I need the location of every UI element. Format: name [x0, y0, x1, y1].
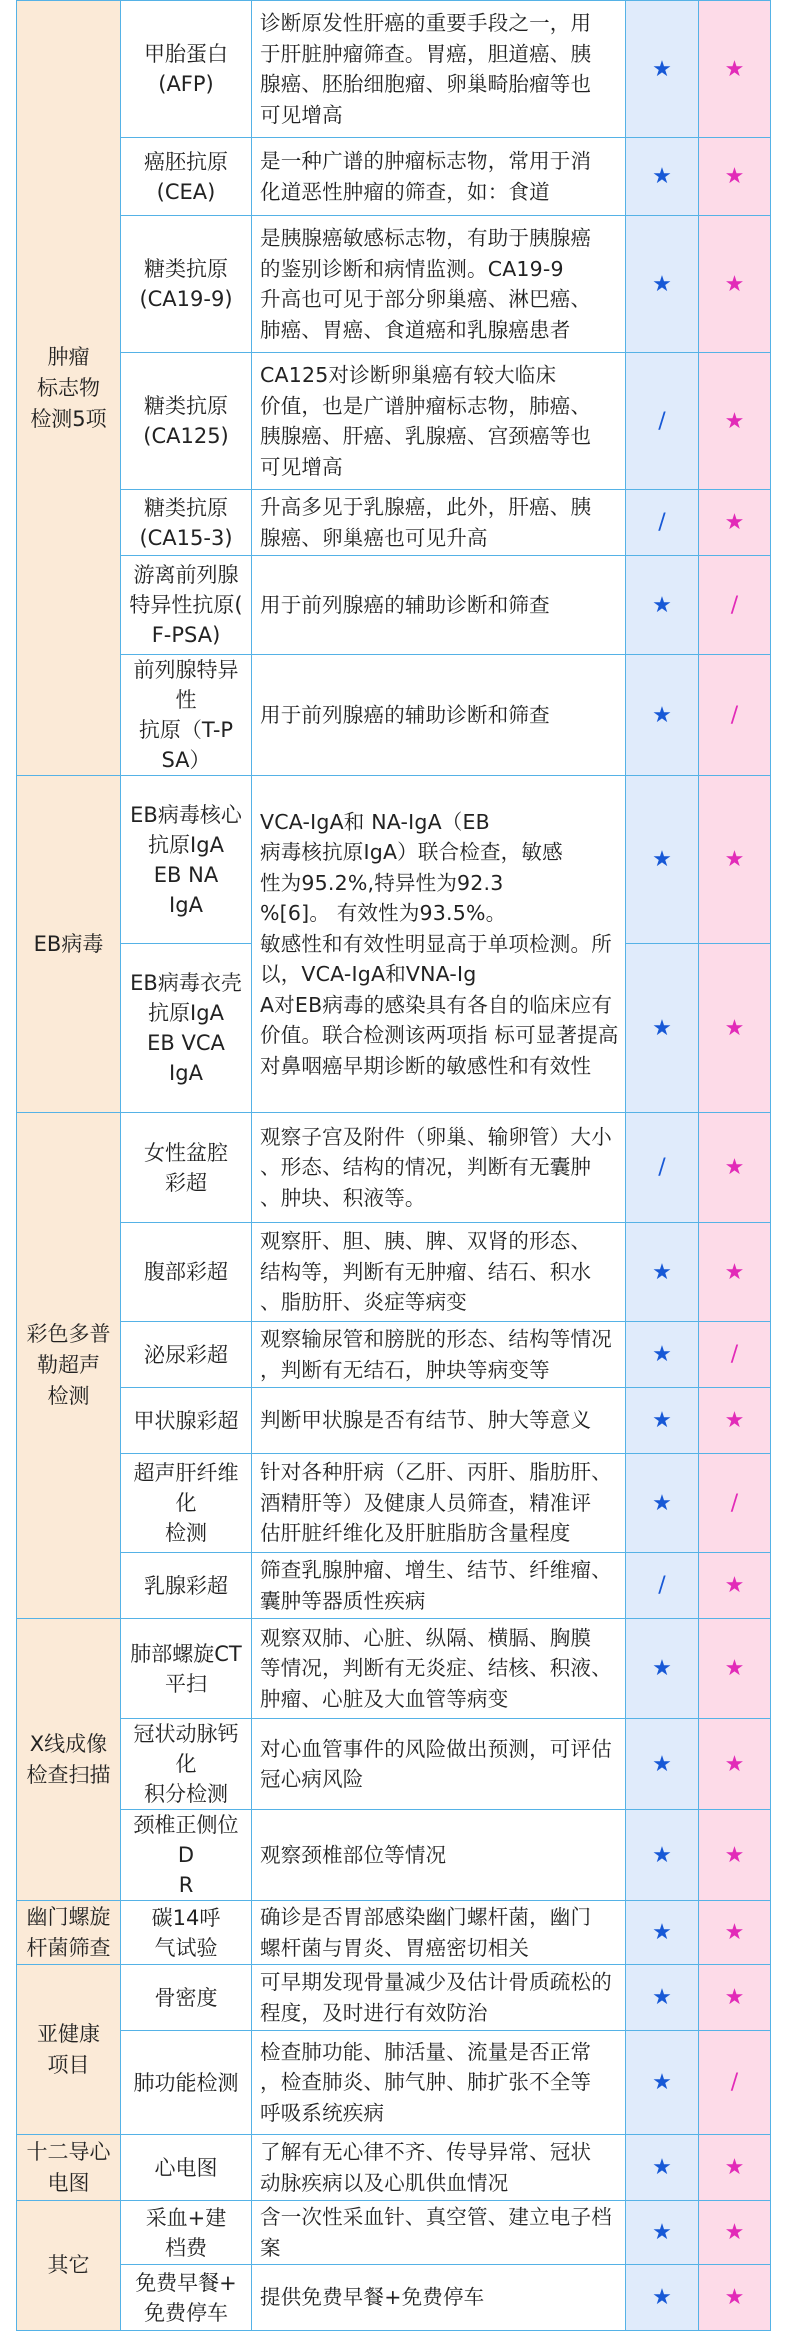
description-text: 了解有无心律不齐、传导异常、冠状 动脉疾病以及心肌供血情况	[260, 2140, 591, 2195]
description-text: 是一种广谱的肿瘤标志物，常用于消 化道恶性肿瘤的筛查，如：食道	[260, 149, 591, 204]
package-a-cell	[626, 1322, 699, 1388]
star-icon: ★	[725, 57, 745, 82]
package-a-cell	[626, 1454, 699, 1553]
slash-mark: /	[658, 1573, 665, 1598]
description-cell	[252, 138, 626, 216]
package-b-cell	[699, 1965, 771, 2031]
slash-mark: /	[731, 2070, 738, 2095]
package-b-cell	[699, 655, 771, 776]
empty-cell	[771, 1553, 791, 1619]
category-cell	[17, 2201, 121, 2331]
item-name: 癌胚抗原 (CEA)	[144, 150, 228, 204]
description-text: 用于前列腺癌的辅助诊断和筛查	[260, 593, 550, 617]
package-a-cell	[626, 1901, 699, 1965]
package-b-cell	[699, 1113, 771, 1223]
package-b-cell	[699, 1901, 771, 1965]
description-cell	[252, 1810, 626, 1901]
table-row	[17, 138, 791, 216]
item-cell	[121, 1810, 252, 1901]
item-cell	[121, 1322, 252, 1388]
item-cell	[121, 655, 252, 776]
table-row	[17, 1810, 791, 1901]
empty-cell	[771, 490, 791, 556]
description-text: 观察子宫及附件（卵巢、输卵管）大小 、形态、结构的情况，判断有无囊肿 、肿块、积液等。	[260, 1125, 612, 1210]
star-icon: ★	[725, 1408, 745, 1433]
package-a-cell	[626, 2201, 699, 2265]
package-a-cell	[626, 490, 699, 556]
category-label: 彩色多普 勒超声 检测	[27, 1322, 111, 1408]
empty-cell	[771, 1454, 791, 1553]
category-label: 亚健康 项目	[37, 2022, 100, 2077]
description-text: 升高多见于乳腺癌，此外，肝癌、胰 腺癌、卵巢癌也可见升高	[260, 495, 591, 550]
package-b-cell	[699, 216, 771, 353]
item-name: 免费早餐+ 免费停车	[135, 2271, 237, 2325]
item-cell	[121, 1719, 252, 1810]
package-a-cell	[626, 1810, 699, 1901]
table-row	[17, 2201, 791, 2265]
package-a-cell	[626, 1223, 699, 1322]
package-b-cell	[699, 1223, 771, 1322]
star-icon: ★	[652, 1342, 672, 1367]
empty-cell	[771, 556, 791, 655]
empty-cell	[771, 1388, 791, 1454]
description-cell	[252, 2201, 626, 2265]
description-text: 用于前列腺癌的辅助诊断和筛查	[260, 703, 550, 727]
item-cell	[121, 1113, 252, 1223]
package-a-cell	[626, 1965, 699, 2031]
star-icon: ★	[725, 1656, 745, 1681]
item-cell	[121, 556, 252, 655]
star-icon: ★	[652, 272, 672, 297]
item-name: 超声肝纤维化 检测	[134, 1461, 239, 1545]
item-cell	[121, 2031, 252, 2135]
item-cell	[121, 138, 252, 216]
empty-cell	[771, 1, 791, 138]
star-icon: ★	[725, 2155, 745, 2180]
item-cell	[121, 2265, 252, 2331]
item-cell	[121, 1965, 252, 2031]
package-b-cell	[699, 353, 771, 490]
package-a-cell	[626, 1553, 699, 1619]
item-name: 肺功能检测	[134, 2071, 239, 2095]
item-cell	[121, 1223, 252, 1322]
package-b-cell	[699, 1719, 771, 1810]
item-cell	[121, 2135, 252, 2201]
empty-cell	[771, 1901, 791, 1965]
description-cell	[252, 556, 626, 655]
item-name: 甲胎蛋白 (AFP)	[144, 42, 228, 96]
package-a-cell	[626, 138, 699, 216]
package-a-cell	[626, 1113, 699, 1223]
slash-mark: /	[731, 593, 738, 618]
package-b-cell	[699, 138, 771, 216]
package-a-cell	[626, 1619, 699, 1719]
description-cell	[252, 1113, 626, 1223]
item-name: 心电图	[155, 2156, 218, 2180]
category-label: 十二导心 电图	[27, 2140, 111, 2195]
table-row	[17, 2135, 791, 2201]
star-icon: ★	[652, 847, 672, 872]
description-cell	[252, 1223, 626, 1322]
empty-cell	[771, 1113, 791, 1223]
package-a-cell	[626, 1719, 699, 1810]
item-name: 骨密度	[155, 1986, 218, 2010]
item-cell	[121, 1388, 252, 1454]
empty-cell	[771, 138, 791, 216]
star-icon: ★	[725, 1155, 745, 1180]
item-name: 采血+建 档费	[146, 2206, 227, 2260]
description-cell	[252, 490, 626, 556]
star-icon: ★	[652, 1920, 672, 1945]
description-text: 观察双肺、心脏、纵隔、横膈、胸膜 等情况，判断有无炎症、结核、积液、 肿瘤、心脏及大血管等病变	[260, 1626, 612, 1711]
table-row	[17, 1388, 791, 1454]
checkup-package-table	[16, 0, 791, 2331]
item-cell	[121, 353, 252, 490]
package-b-cell	[699, 776, 771, 944]
category-cell	[17, 776, 121, 1113]
item-name: 颈椎正侧位D R	[134, 1813, 239, 1897]
item-cell	[121, 1553, 252, 1619]
description-cell	[252, 2031, 626, 2135]
star-icon: ★	[652, 2155, 672, 2180]
star-icon: ★	[725, 2220, 745, 2245]
star-icon: ★	[725, 1843, 745, 1868]
package-b-cell	[699, 2031, 771, 2135]
package-b-cell	[699, 2265, 771, 2331]
category-label: 幽门螺旋 杆菌筛查	[27, 1905, 111, 1960]
star-icon: ★	[652, 2285, 672, 2310]
empty-cell	[771, 776, 791, 944]
description-cell	[252, 1553, 626, 1619]
category-label: EB病毒	[34, 932, 104, 956]
package-a-cell	[626, 655, 699, 776]
package-b-cell	[699, 1454, 771, 1553]
description-cell	[252, 655, 626, 776]
star-icon: ★	[652, 703, 672, 728]
description-text: 含一次性采血针、真空管、建立电子档 案	[260, 2205, 612, 2260]
star-icon: ★	[652, 1656, 672, 1681]
package-b-cell	[699, 490, 771, 556]
table-row	[17, 556, 791, 655]
table-row	[17, 216, 791, 353]
description-cell	[252, 2135, 626, 2201]
category-cell	[17, 1619, 121, 1901]
star-icon: ★	[725, 272, 745, 297]
table-row	[17, 1553, 791, 1619]
description-text: 检查肺功能、肺活量、流量是否正常 ，检查肺炎、肺气肿、肺扩张不全等 呼吸系统疾病	[260, 2040, 591, 2125]
item-name: 泌尿彩超	[144, 1343, 228, 1367]
item-name: 糖类抗原 (CA19-9)	[139, 257, 232, 311]
star-icon: ★	[652, 164, 672, 189]
package-a-cell	[626, 1388, 699, 1454]
star-icon: ★	[725, 1573, 745, 1598]
description-cell	[252, 2265, 626, 2331]
description-cell	[252, 1619, 626, 1719]
category-label: 其它	[48, 2253, 90, 2277]
package-b-cell	[699, 1553, 771, 1619]
empty-cell	[771, 1965, 791, 2031]
slash-mark: /	[658, 1155, 665, 1180]
slash-mark: /	[731, 1491, 738, 1516]
table-row	[17, 2031, 791, 2135]
slash-mark: /	[731, 1342, 738, 1367]
description-text: 对心血管事件的风险做出预测，可评估 冠心病风险	[260, 1737, 612, 1792]
table-row	[17, 1719, 791, 1810]
star-icon: ★	[725, 164, 745, 189]
table-row	[17, 1454, 791, 1553]
table-row	[17, 1223, 791, 1322]
package-a-cell	[626, 1, 699, 138]
description-text: 观察肝、胆、胰、脾、双肾的形态、 结构等，判断有无肿瘤、结石、积水 、脂肪肝、炎症等病变	[260, 1229, 591, 1314]
description-text: 确诊是否胃部感染幽门螺杆菌，幽门 螺杆菌与胃炎、胃癌密切相关	[260, 1905, 591, 1960]
package-b-cell	[699, 944, 771, 1113]
description-cell	[252, 216, 626, 353]
description-text: 观察颈椎部位等情况	[260, 1843, 446, 1867]
empty-cell	[771, 1223, 791, 1322]
table-row	[17, 1619, 791, 1719]
category-label: 肿瘤 标志物 检测5项	[30, 345, 106, 431]
package-a-cell	[626, 776, 699, 944]
description-cell	[252, 353, 626, 490]
table-row	[17, 655, 791, 776]
empty-cell	[771, 1719, 791, 1810]
star-icon: ★	[725, 1920, 745, 1945]
item-name: 腹部彩超	[144, 1260, 228, 1284]
item-cell	[121, 1901, 252, 1965]
empty-cell	[771, 1810, 791, 1901]
item-cell	[121, 1619, 252, 1719]
package-a-cell	[626, 2265, 699, 2331]
item-name: 碳14呼 气试验	[152, 1906, 221, 1960]
table-row	[17, 1965, 791, 2031]
table-row	[17, 490, 791, 556]
empty-cell	[771, 2265, 791, 2331]
description-text: 提供免费早餐+免费停车	[260, 2285, 484, 2309]
category-cell	[17, 1965, 121, 2135]
package-b-cell	[699, 1, 771, 138]
star-icon: ★	[652, 1408, 672, 1433]
slash-mark: /	[731, 703, 738, 728]
empty-cell	[771, 2135, 791, 2201]
star-icon: ★	[725, 1016, 745, 1041]
table-row	[17, 1113, 791, 1223]
star-icon: ★	[652, 593, 672, 618]
description-text: 筛查乳腺肿瘤、增生、结节、纤维瘤、 囊肿等器质性疾病	[260, 1558, 612, 1613]
package-a-cell	[626, 353, 699, 490]
empty-cell	[771, 1619, 791, 1719]
description-text: 是胰腺癌敏感标志物，有助于胰腺癌 的鉴别诊断和病情监测。CA19-9 升高也可见于部分卵巢癌、淋巴癌、 肺癌、胃癌、食道癌和乳腺癌患者	[260, 226, 591, 342]
item-name: 肺部螺旋CT 平扫	[130, 1642, 242, 1696]
table-row	[17, 776, 791, 944]
item-cell	[121, 490, 252, 556]
item-name: EB病毒衣壳 抗原IgA EB VCA IgA	[130, 971, 242, 1085]
item-name: EB病毒核心 抗原IgA EB NA IgA	[130, 803, 242, 917]
description-text: CA125对诊断卵巢癌有较大临床 价值，也是广谱肿瘤标志物，肺癌、 胰腺癌、肝癌、乳腺癌、宫颈癌等也 可见增高	[260, 363, 591, 479]
star-icon: ★	[725, 1752, 745, 1777]
table-row	[17, 1901, 791, 1965]
category-cell	[17, 1, 121, 776]
star-icon: ★	[652, 1016, 672, 1041]
star-icon: ★	[725, 510, 745, 535]
empty-cell	[771, 2031, 791, 2135]
package-b-cell	[699, 556, 771, 655]
description-text: 判断甲状腺是否有结节、肿大等意义	[260, 1408, 591, 1432]
item-name: 女性盆腔 彩超	[144, 1141, 228, 1195]
description-text: 观察输尿管和膀胱的形态、结构等情况 ，判断有无结石，肿块等病变等	[260, 1327, 612, 1382]
package-a-cell	[626, 2135, 699, 2201]
empty-cell	[771, 944, 791, 1113]
package-a-cell	[626, 556, 699, 655]
package-b-cell	[699, 1810, 771, 1901]
slash-mark: /	[658, 510, 665, 535]
item-name: 冠状动脉钙化 积分检测	[134, 1722, 239, 1806]
item-cell	[121, 776, 252, 944]
description-text: 针对各种肝病（乙肝、丙肝、脂肪肝、 酒精肝等）及健康人员筛查，精准评 估肝脏纤维化及肝脏脂肪含量程度	[260, 1460, 612, 1545]
star-icon: ★	[652, 1843, 672, 1868]
slash-mark: /	[658, 409, 665, 434]
item-cell	[121, 944, 252, 1113]
item-cell	[121, 216, 252, 353]
package-a-cell	[626, 944, 699, 1113]
description-cell	[252, 1322, 626, 1388]
item-name: 前列腺特异性 抗原（T-P SA）	[134, 658, 239, 772]
description-text: 可早期发现骨量减少及估计骨质疏松的 程度，及时进行有效防治	[260, 1970, 612, 2025]
star-icon: ★	[652, 57, 672, 82]
category-label: X线成像 检查扫描	[27, 1732, 111, 1787]
description-cell	[252, 1901, 626, 1965]
category-cell	[17, 1901, 121, 1965]
item-name: 糖类抗原 (CA15-3)	[139, 496, 232, 550]
star-icon: ★	[725, 1260, 745, 1285]
table-row	[17, 353, 791, 490]
item-cell	[121, 2201, 252, 2265]
description-cell	[252, 1, 626, 138]
description-cell	[252, 1454, 626, 1553]
description-text: 诊断原发性肝癌的重要手段之一，用 于肝脏肿瘤筛查。胃癌，胆道癌、胰 腺癌、胚胎细胞瘤、卵巢畸胎瘤等也 可见增高	[260, 11, 591, 127]
description-cell	[252, 776, 626, 1113]
star-icon: ★	[652, 1491, 672, 1516]
table-row	[17, 1, 791, 138]
item-name: 游离前列腺 特异性抗原( F-PSA)	[129, 563, 242, 647]
empty-cell	[771, 655, 791, 776]
star-icon: ★	[652, 1260, 672, 1285]
description-cell	[252, 1388, 626, 1454]
description-text: VCA-IgA和 NA-IgA（EB 病毒核抗原IgA）联合检查，敏感 性为95.2%,特异性为92.3 %[6]。 有效性为93.5%。 敏感性和有效性明显高于单项检测。所 以，VCA-IgA和VNA-Ig A对EB病毒的感染具有各自的临床应有 价值。联合检测该两项指 标可显著提高对鼻咽癌早期诊断的敏感性和有效性	[260, 810, 619, 1078]
empty-cell	[771, 2201, 791, 2265]
star-icon: ★	[725, 847, 745, 872]
star-icon: ★	[652, 1985, 672, 2010]
table-row	[17, 2265, 791, 2331]
item-name: 糖类抗原 (CA125)	[143, 394, 229, 448]
item-name: 甲状腺彩超	[134, 1409, 239, 1433]
star-icon: ★	[725, 409, 745, 434]
star-icon: ★	[652, 2070, 672, 2095]
category-cell	[17, 1113, 121, 1619]
empty-cell	[771, 216, 791, 353]
package-b-cell	[699, 1619, 771, 1719]
table-body	[17, 1, 791, 2331]
star-icon: ★	[725, 1985, 745, 2010]
item-name: 乳腺彩超	[144, 1574, 228, 1598]
item-cell	[121, 1454, 252, 1553]
package-b-cell	[699, 1322, 771, 1388]
star-icon: ★	[652, 1752, 672, 1777]
package-a-cell	[626, 216, 699, 353]
package-b-cell	[699, 1388, 771, 1454]
item-cell	[121, 1, 252, 138]
package-b-cell	[699, 2201, 771, 2265]
package-b-cell	[699, 2135, 771, 2201]
empty-cell	[771, 1322, 791, 1388]
empty-cell	[771, 353, 791, 490]
table-row	[17, 1322, 791, 1388]
package-a-cell	[626, 2031, 699, 2135]
star-icon: ★	[652, 2220, 672, 2245]
category-cell	[17, 2135, 121, 2201]
description-cell	[252, 1965, 626, 2031]
description-cell	[252, 1719, 626, 1810]
star-icon: ★	[725, 2285, 745, 2310]
